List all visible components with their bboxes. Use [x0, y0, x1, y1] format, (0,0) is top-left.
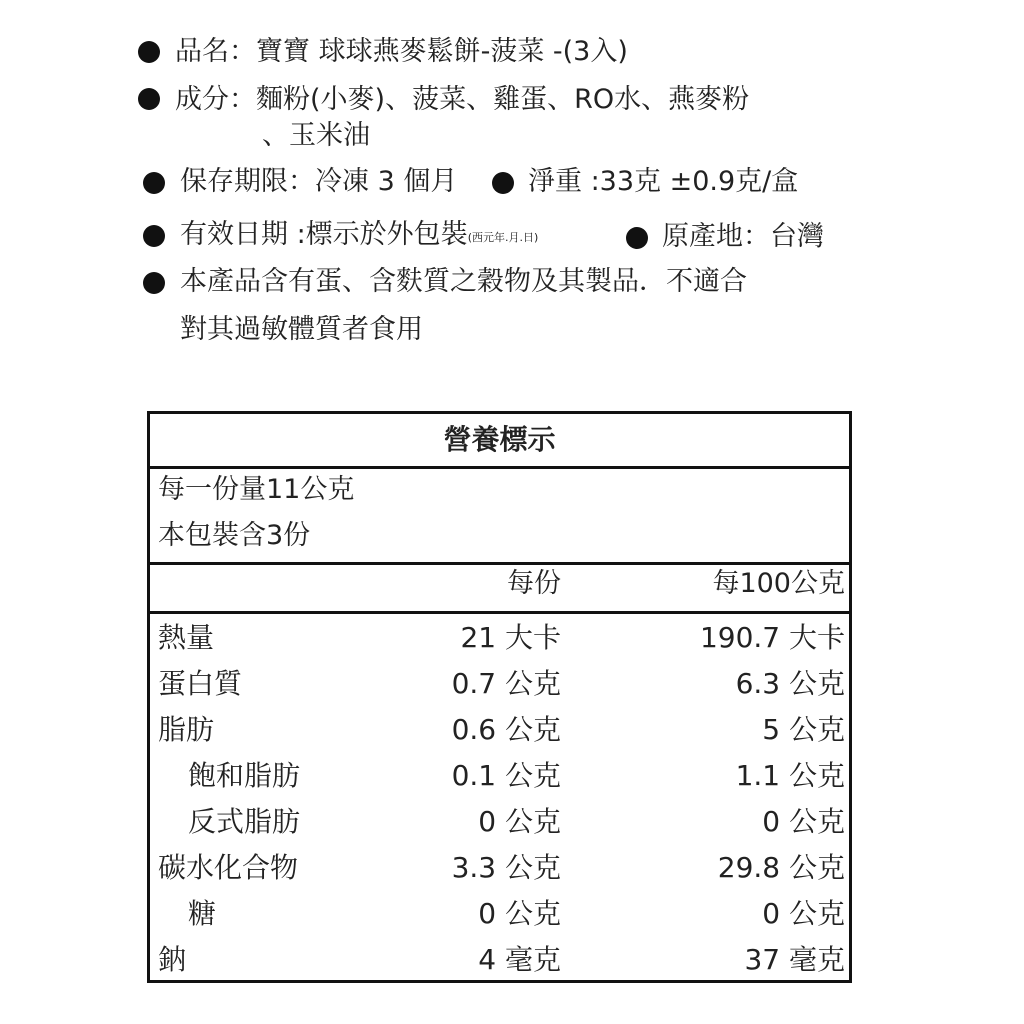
divider: [150, 611, 849, 614]
per-serving-value: 0.7 公克: [451, 667, 561, 700]
bullet-icon: [143, 172, 165, 194]
bullet-icon: [138, 88, 160, 110]
servings-per-package: 本包裝含3份: [158, 520, 311, 551]
expiry-label: 有效日期 :標示於外包裝: [180, 219, 468, 250]
ingredients-line-2: 、玉米油: [262, 120, 370, 151]
divider: [150, 466, 849, 469]
per-serving-value: 0 公克: [478, 805, 561, 838]
per-serving-value: 3.3 公克: [451, 851, 561, 884]
origin: 原產地：台灣: [662, 221, 824, 252]
per-serving-value: 0 公克: [478, 897, 561, 930]
bullet-icon: [138, 41, 160, 63]
per-100g-value: 0 公克: [762, 897, 845, 930]
per-serving-value: 0.6 公克: [451, 713, 561, 746]
nutrient-label: 糖: [188, 897, 217, 930]
nutrition-facts-panel: [147, 411, 852, 983]
nutrient-label: 飽和脂肪: [188, 759, 301, 792]
nutrient-row-sodium: [150, 938, 849, 984]
product-name: 品名：寶寶 球球燕麥鬆餅-菠菜 -(3入): [175, 36, 628, 67]
nutrition-title: 營養標示: [443, 423, 556, 456]
expiry-date: [180, 217, 538, 256]
column-header-per-100g: 每100公克: [712, 568, 845, 599]
per-serving-value: 0.1 公克: [451, 759, 561, 792]
net-weight: 淨重 :33克 ±0.9克/盒: [528, 166, 799, 197]
serving-size: 每一份量11公克: [158, 474, 355, 505]
nutrient-label: 蛋白質: [158, 667, 243, 700]
nutrient-row-sugar: [150, 892, 849, 938]
nutrient-row-saturated-fat: [150, 754, 849, 800]
allergen-line-2: 對其過敏體質者食用: [180, 314, 423, 345]
per-100g-value: 5 公克: [762, 713, 845, 746]
nutrient-row-protein: [150, 662, 849, 708]
ingredients-line-1: 成分：麵粉(小麥)、菠菜、雞蛋、RO水、燕麥粉: [175, 84, 750, 115]
expiry-note: (西元年.月.日): [467, 231, 539, 244]
nutrient-row-trans-fat: [150, 800, 849, 846]
shelf-life: 保存期限：冷凍 3 個月: [180, 166, 458, 197]
column-header-per-serving: 每份: [507, 568, 561, 599]
nutrient-label: 脂肪: [158, 713, 215, 746]
bullet-icon: [492, 172, 514, 194]
bullet-icon: [143, 225, 165, 247]
per-100g-value: 190.7 大卡: [699, 621, 845, 654]
nutrient-label: 反式脂肪: [188, 805, 301, 838]
per-100g-value: 0 公克: [762, 805, 845, 838]
nutrient-row-carbohydrate: [150, 846, 849, 892]
nutrient-label: 鈉: [158, 943, 187, 976]
per-100g-value: 37 毫克: [744, 943, 845, 976]
bullet-icon: [143, 272, 165, 294]
per-100g-value: 6.3 公克: [735, 667, 845, 700]
nutrient-label: 熱量: [158, 621, 215, 654]
per-serving-value: 4 毫克: [478, 943, 561, 976]
nutrient-label: 碳水化合物: [158, 851, 299, 884]
per-100g-value: 1.1 公克: [735, 759, 845, 792]
allergen-line-1: 本產品含有蛋、含麩質之穀物及其製品．不適合: [180, 266, 747, 297]
nutrient-row-energy: [150, 616, 849, 662]
nutrient-row-fat: [150, 708, 849, 754]
per-serving-value: 21 大卡: [460, 621, 561, 654]
bullet-icon: [626, 227, 648, 249]
per-100g-value: 29.8 公克: [717, 851, 845, 884]
